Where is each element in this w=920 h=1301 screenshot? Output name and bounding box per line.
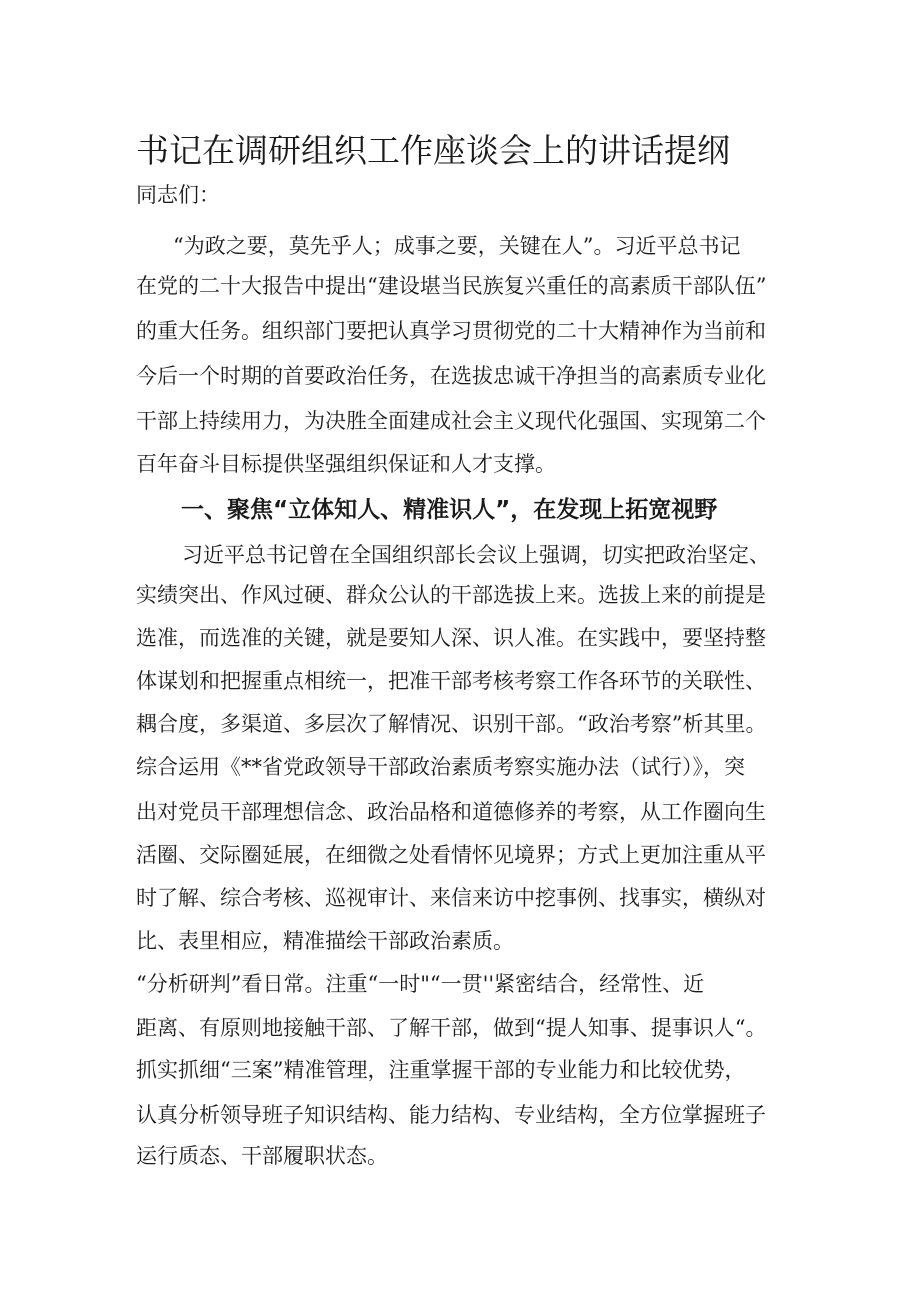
intro-line: “为政之要，莫先乎人；成事之要，关键在人”。习近平总书记 <box>173 234 741 258</box>
salutation: 同志们： <box>136 183 220 207</box>
intro-line: 在党的二十大报告中提出“建设堪当民族复兴重任的高素质干部队伍” <box>136 274 767 298</box>
analysis-line: 认真分析领导班子知识结构、能力结构、专业结构，全方位掌握班子 <box>136 1103 766 1127</box>
analysis-line: “分析研判”看日常。注重“一时"“一贯''紧密结合，经常性、近 <box>136 972 705 996</box>
intro-line: 的重大任务。组织部门要把认真学习贯彻党的二十大精神作为当前和 <box>136 319 766 343</box>
analysis-line: 距离、有原则地接触干部、了解干部，做到“提人知事、提事识人“。 <box>136 1016 767 1040</box>
section-line: 耦合度，多渠道、多层次了解情况、识别干部。“政治考察”析其里。 <box>136 712 767 736</box>
intro-line: 百年奋斗目标提供坚强组织保证和人才支撑。 <box>136 452 556 476</box>
section-line: 时了解、综合考核、巡视审计、来信来访中挖事例、找事实，横纵对 <box>136 886 766 910</box>
analysis-line: 运行质态、干部履职状态。 <box>136 1144 388 1168</box>
section-line: 活圈、交际圈延展，在细微之处看情怀见境界；方式上更加注重从平 <box>136 843 766 867</box>
intro-line: 今后一个时期的首要政治任务，在选拔忠诚干净担当的高素质专业化 <box>136 364 766 388</box>
section-line: 体谋划和把握重点相统一，把准干部考核考察工作各环节的关联性、 <box>136 669 766 693</box>
intro-line: 干部上持续用力，为决胜全面建成社会主义现代化强国、实现第二个 <box>136 409 766 433</box>
section-heading: 一、聚焦“立体知人、精准识人”，在发现上拓宽视野 <box>181 497 718 523</box>
section-line: 习近平总书记曾在全国组织部长会议上强调，切实把政治坚定、 <box>182 543 770 567</box>
section-line: 选准，而选准的关键，就是要知人深、识人准。在实践中，要坚持整 <box>136 626 766 650</box>
analysis-line: 抓实抓细“三案”精准管理，注重掌握干部的专业能力和比较优势， <box>136 1058 746 1082</box>
section-line: 比、表里相应，精准描绘干部政治素质。 <box>136 929 514 953</box>
section-line: 实绩突出、作风过硬、群众公认的干部选拔上来。选拔上来的前提是 <box>136 583 766 607</box>
section-line: 综合运用《**省党政领导干部政治素质考察实施办法（试行）》，突 <box>136 755 745 779</box>
document-title: 书记在调研组织工作座谈会上的讲话提纲 <box>136 131 730 170</box>
section-line: 出对党员干部理想信念、政治品格和道德修养的考察，从工作圈向生 <box>136 800 766 824</box>
